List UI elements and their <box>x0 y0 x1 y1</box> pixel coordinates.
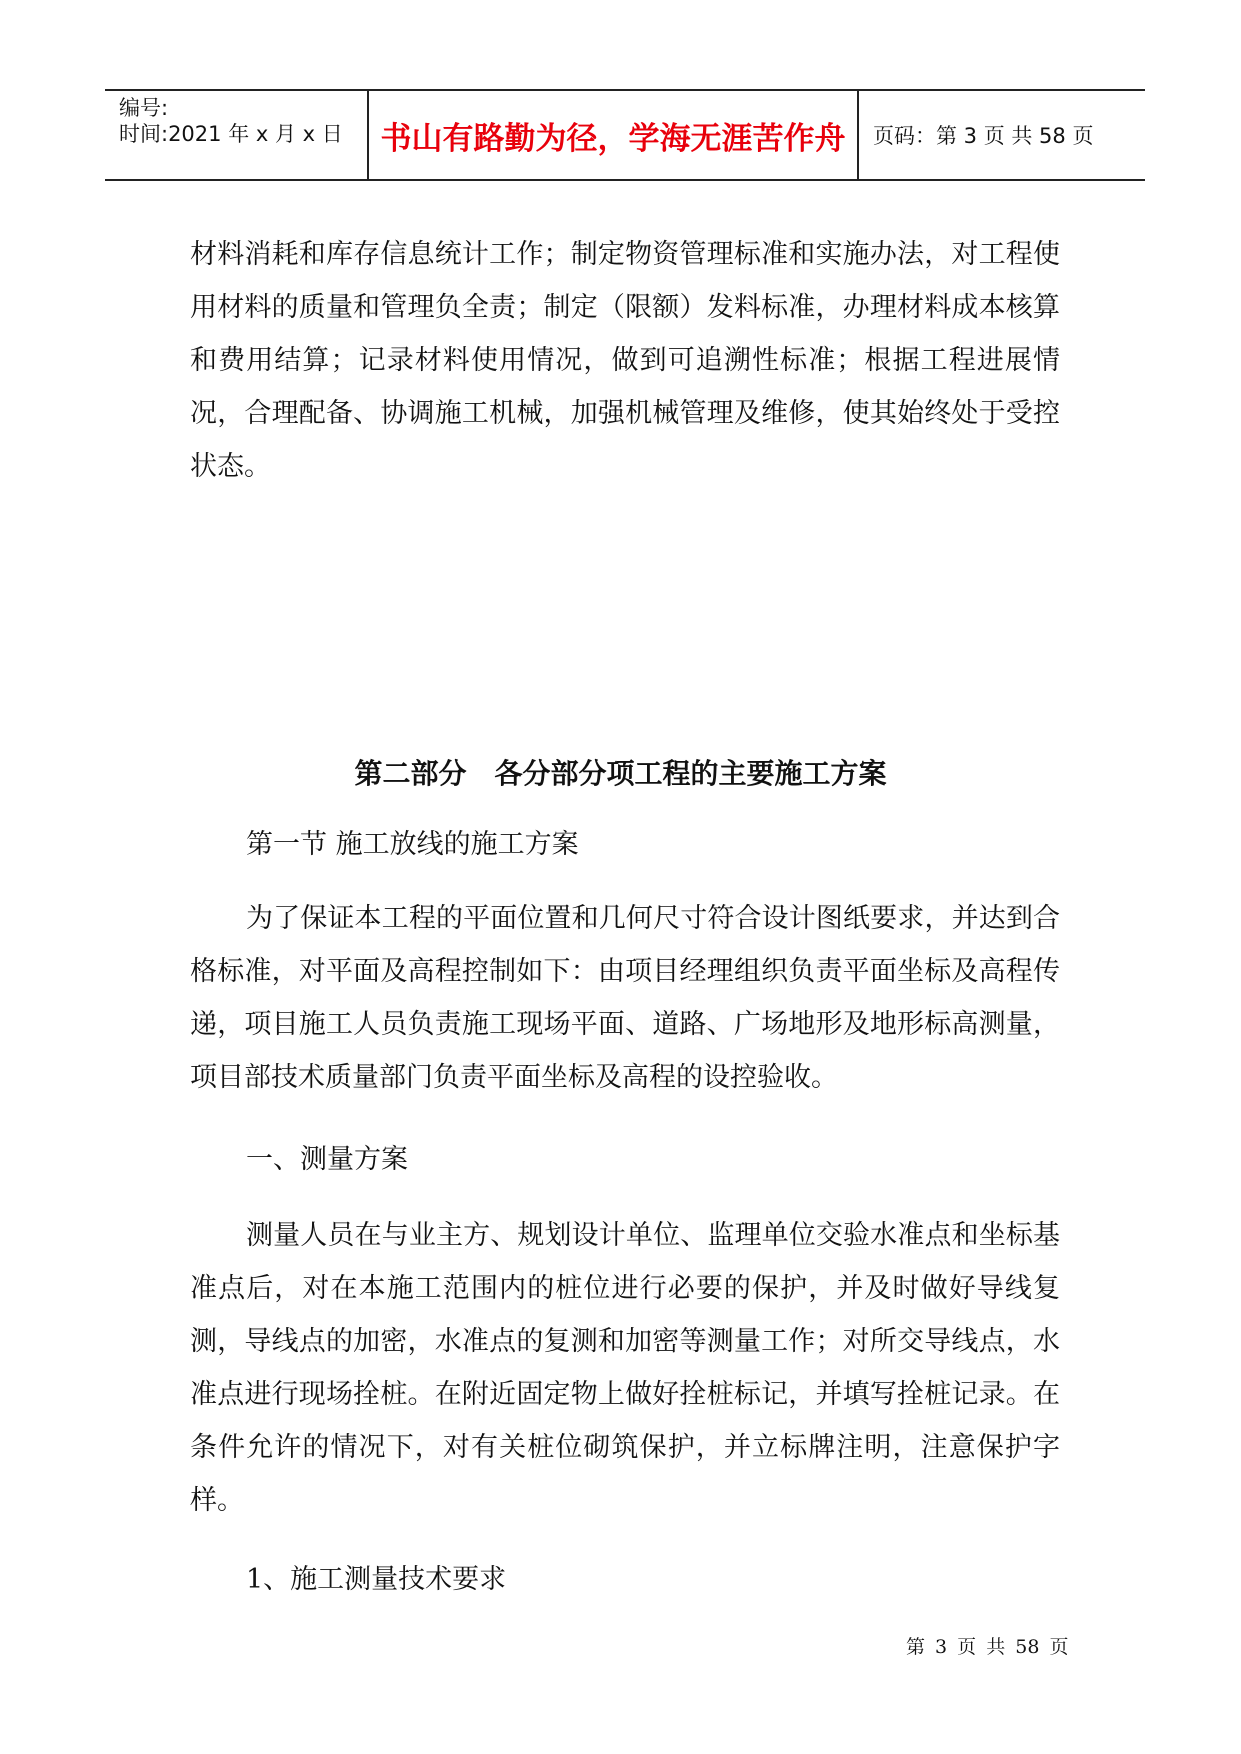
header-page-info: 页码：第 3 页 共 58 页 <box>873 124 1094 148</box>
header-motto: 书山有路勤为径，学海无涯苦作舟 <box>369 91 859 179</box>
document-code-label: 编号: <box>119 96 169 120</box>
part-title: 第二部分 各分部分项工程的主要施工方案 <box>354 757 887 790</box>
header-meta <box>105 91 369 179</box>
document-date: 时间:2021 年 x 月 x 日 <box>119 122 343 146</box>
paragraph-continued: 材料消耗和库存信息统计工作；制定物资管理标准和实施办法，对工程使用材料的质量和管理负全责；制定（限额）发料标准，办理材料成本核算和费用结算；记录材料使用情况，做到可追溯性标准；根据工程进展情况，合理配备、协调施工机械，加强机械管理及维修，使其始终处于受控状态。 <box>190 239 1060 482</box>
item-title: 1、施工测量技术要求 <box>246 1564 507 1595</box>
page-footer: 第 3 页 共 58 页 <box>906 1636 1069 1658</box>
page-header <box>105 89 1145 181</box>
paragraph-intro: 为了保证本工程的平面位置和几何尺寸符合设计图纸要求，并达到合格标准，对平面及高程控制如下：由项目经理组织负责平面坐标及高程传递，项目施工人员负责施工现场平面、道路、广场地形及地形标高测量，项目部技术质量部门负责平面坐标及高程的设控验收。 <box>190 903 1060 1093</box>
subsection-title: 一、测量方案 <box>246 1144 408 1175</box>
paragraph-survey: 测量人员在与业主方、规划设计单位、监理单位交验水准点和坐标基准点后，对在本施工范围内的桩位进行必要的保护，并及时做好导线复测，导线点的加密，水准点的复测和加密等测量工作；对所交导线点，水准点进行现场拴桩。在附近固定物上做好拴桩标记，并填写拴桩记录。在条件允许的情况下，对有关桩位砌筑保护，并立标牌注明，注意保护字样。 <box>190 1220 1060 1516</box>
section-title: 第一节 施工放线的施工方案 <box>246 829 579 860</box>
